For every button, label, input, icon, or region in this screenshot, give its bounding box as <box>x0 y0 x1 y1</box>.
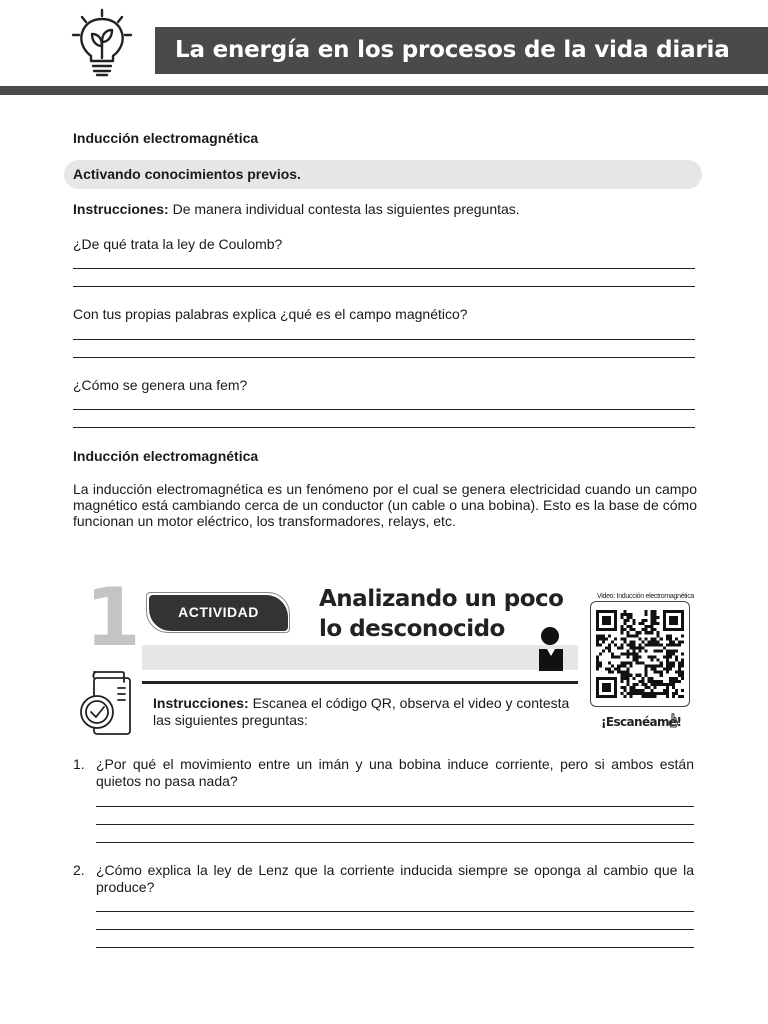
instructions-label: Instrucciones: <box>73 201 169 217</box>
answer-line[interactable] <box>73 268 695 269</box>
activity-title-line1: Analizando un poco <box>319 586 564 612</box>
book-check-icon <box>78 668 136 736</box>
paragraph-induction: La inducción electromagnética es un fenómeno por el cual se genera electricidad cuando un campo magnético está cambiando cerca de un conductor (un cable o una bobina). Esto es la base de cómo funcionan un motor eléctrico, los transformadores, relays, etc. <box>73 481 697 529</box>
question-fem: ¿Cómo se genera una fem? <box>73 377 248 393</box>
qr-caption: Video: Inducción electromagnética <box>597 593 694 600</box>
question-coulomb: ¿De qué trata la ley de Coulomb? <box>73 236 283 252</box>
section-heading: Inducción electromagnética <box>73 130 259 146</box>
person-icon <box>536 625 568 671</box>
instructions <box>73 201 520 217</box>
activity-instructions-text: Escanea el código QR, observa el video y contesta las siguientes preguntas: <box>153 695 570 728</box>
question-number: 1. <box>73 756 85 772</box>
answer-line[interactable] <box>96 806 694 807</box>
answer-line[interactable] <box>73 357 695 358</box>
answer-line[interactable] <box>73 427 695 428</box>
activity-instructions-label: Instrucciones: <box>153 695 249 711</box>
activity-number: 1 <box>85 571 141 664</box>
answer-line[interactable] <box>73 339 695 340</box>
answer-line[interactable] <box>73 286 695 287</box>
pointing-finger-icon <box>666 712 680 730</box>
activity-badge-label: ACTIVIDAD <box>178 604 259 620</box>
answer-line[interactable] <box>96 929 694 930</box>
header-rule <box>0 86 768 95</box>
answer-line[interactable] <box>96 947 694 948</box>
qr-code[interactable] <box>596 608 684 700</box>
answer-line[interactable] <box>96 824 694 825</box>
question-text: ¿Cómo explica la ley de Lenz que la corriente inducida siempre se oponga al cambio que la produce? <box>96 862 694 895</box>
question-magnetic-field: Con tus propias palabras explica ¿qué es el campo magnético? <box>73 306 468 322</box>
question-number: 2. <box>73 862 85 878</box>
answer-line[interactable] <box>96 911 694 912</box>
section-heading: Inducción electromagnética <box>73 448 259 464</box>
activity-divider <box>142 681 578 684</box>
lightbulb-leaf-icon <box>70 8 134 82</box>
question-text: ¿Por qué el movimiento entre un imán y una bobina induce corriente, pero si ambos están quietos no pasa nada? <box>96 756 694 789</box>
activity-title-line2: lo desconocido <box>319 616 505 642</box>
qr-scan-label: ¡Escanéame! <box>601 715 682 729</box>
activity-instructions <box>153 695 573 729</box>
page-title: La energía en los procesos de la vida diaria <box>175 37 730 63</box>
activity-gray-bar <box>142 645 578 670</box>
instructions-text: De manera individual contesta las siguientes preguntas. <box>168 201 520 217</box>
answer-line[interactable] <box>73 409 695 410</box>
activity-title <box>319 584 563 644</box>
prior-knowledge-label: Activando conocimientos previos. <box>73 166 301 182</box>
answer-line[interactable] <box>96 842 694 843</box>
